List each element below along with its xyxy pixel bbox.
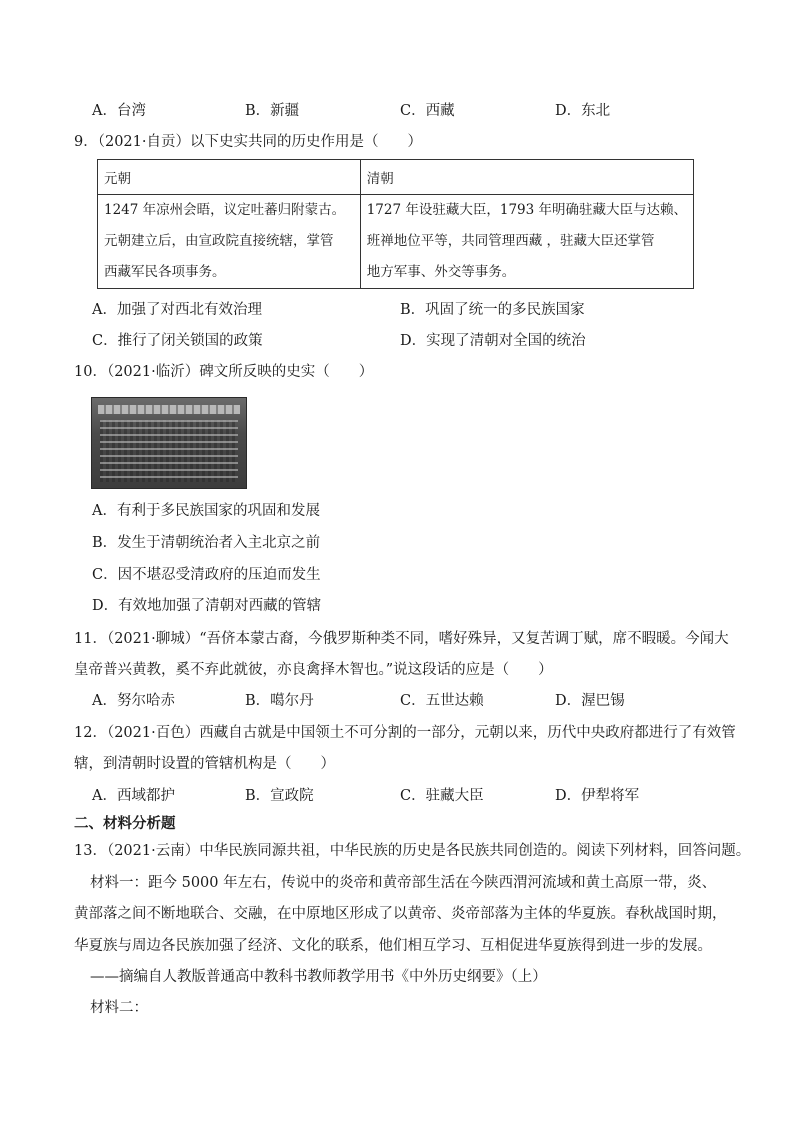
q9-stem: 9．（2021·自贡）以下史实共同的历史作用是（ ） [74,134,422,150]
q13-material2-label: 材料二： [90,1000,148,1016]
q9-option-a[interactable]: A．加强了对西北有效治理 [92,302,262,318]
q9-option-d[interactable]: D．实现了清朝对全国的统治 [400,333,586,349]
stele-text-rows [100,420,238,482]
q10-option-d[interactable]: D．有效地加强了清朝对西藏的管辖 [92,598,322,614]
q10-stem: 10．（2021·临沂）碑文所反映的史实（ ） [74,364,374,380]
q12-stem-line1: 12．（2021·百色）西藏自古就是中国领土不可分割的一部分，元朝以来，历代中央政府都进行了有效管 [74,725,736,741]
q10-option-c[interactable]: C．因不堪忍受清政府的压迫而发生 [92,567,321,583]
stele-inscription-image [91,397,247,489]
q9-cell-qing-line: 1727 年设驻藏大臣，1793 年明确驻藏大臣与达赖、 [366,202,687,218]
q12-option-a[interactable]: A．西域都护 [92,788,175,804]
q9-cell-yuan-line: 西藏军民各项事务。 [104,264,226,280]
q11-option-a[interactable]: A．努尔哈赤 [92,693,175,709]
q9-cell-qing-line: 班禅地位平等，共同管理西藏 ，驻藏大臣还掌管 [366,233,655,249]
q10-option-a[interactable]: A．有利于多民族国家的巩固和发展 [92,503,320,519]
q12-option-c[interactable]: C．驻藏大臣 [400,788,484,804]
q9-table [97,159,694,289]
q8-option-c[interactable]: C．西藏 [400,103,455,119]
q11-stem-line1: 11．（2021·聊城）“吾侪本蒙古裔，今俄罗斯种类不同，嗜好殊异，又复苦调丁赋，席不暇暖。今闻大 [74,631,729,647]
q8-option-a[interactable]: A．台湾 [92,103,146,119]
q13-material1-line1: 材料一：距今 5000 年左右，传说中的炎帝和黄帝部生活在今陕西渭河流域和黄土高原一带，炎、 [90,875,717,891]
q9-cell-yuan [98,195,361,289]
q9-cell-qing-line: 地方军事、外交等事务。 [366,264,516,280]
q9-cell-qing [360,195,693,289]
q12-option-d[interactable]: D．伊犁将军 [555,788,640,804]
q9-option-c[interactable]: C．推行了闭关锁国的政策 [92,333,263,349]
q11-option-c[interactable]: C．五世达赖 [400,693,484,709]
q11-option-b[interactable]: B．噶尔丹 [245,693,314,709]
q11-stem-line2: 皇帝普兴黄教，奚不弃此就彼，亦良禽择木智也。”说这段话的应是（ ） [74,662,553,678]
q13-source-citation: ——摘编自人教版普通高中教科书教师教学用书《中外历史纲要》（上） [90,969,547,985]
q8-option-b[interactable]: B．新疆 [245,103,300,119]
q9-cell-yuan-line: 1247 年凉州会晤，议定吐蕃归附蒙古。 [104,202,346,218]
q11-option-d[interactable]: D．渥巴锡 [555,693,625,709]
q10-option-b[interactable]: B．发生于清朝统治者入主北京之前 [92,535,321,551]
q12-option-b[interactable]: B．宣政院 [245,788,314,804]
q13-material1-line3: 华夏族与周边各民族加强了经济、文化的联系，他们相互学习、互相促进华夏族得到进一步的发展。 [74,938,712,954]
q8-option-d[interactable]: D．东北 [555,103,611,119]
stele-title-strip [98,405,240,414]
q13-stem: 13．（2021·云南）中华民族同源共祖，中华民族的历史是各民族共同创造的。阅读下列材料，回答问题。 [74,843,751,859]
q9-header-qing: 清朝 [360,160,693,195]
q9-header-yuan: 元朝 [98,160,361,195]
q12-stem-line2: 辖，到清朝时设置的管辖机构是（ ） [74,756,335,772]
q9-cell-yuan-line: 元朝建立后，由宣政院直接统辖，掌管 [104,233,334,249]
q13-material1-line2: 黄部落之间不断地联合、交融，在中原地区形成了以黄帝、炎帝部落为主体的华夏族。春秋战国时期， [74,906,727,922]
q9-option-b[interactable]: B．巩固了统一的多民族国家 [400,302,585,318]
section-heading-material-analysis: 二、材料分析题 [74,815,176,832]
